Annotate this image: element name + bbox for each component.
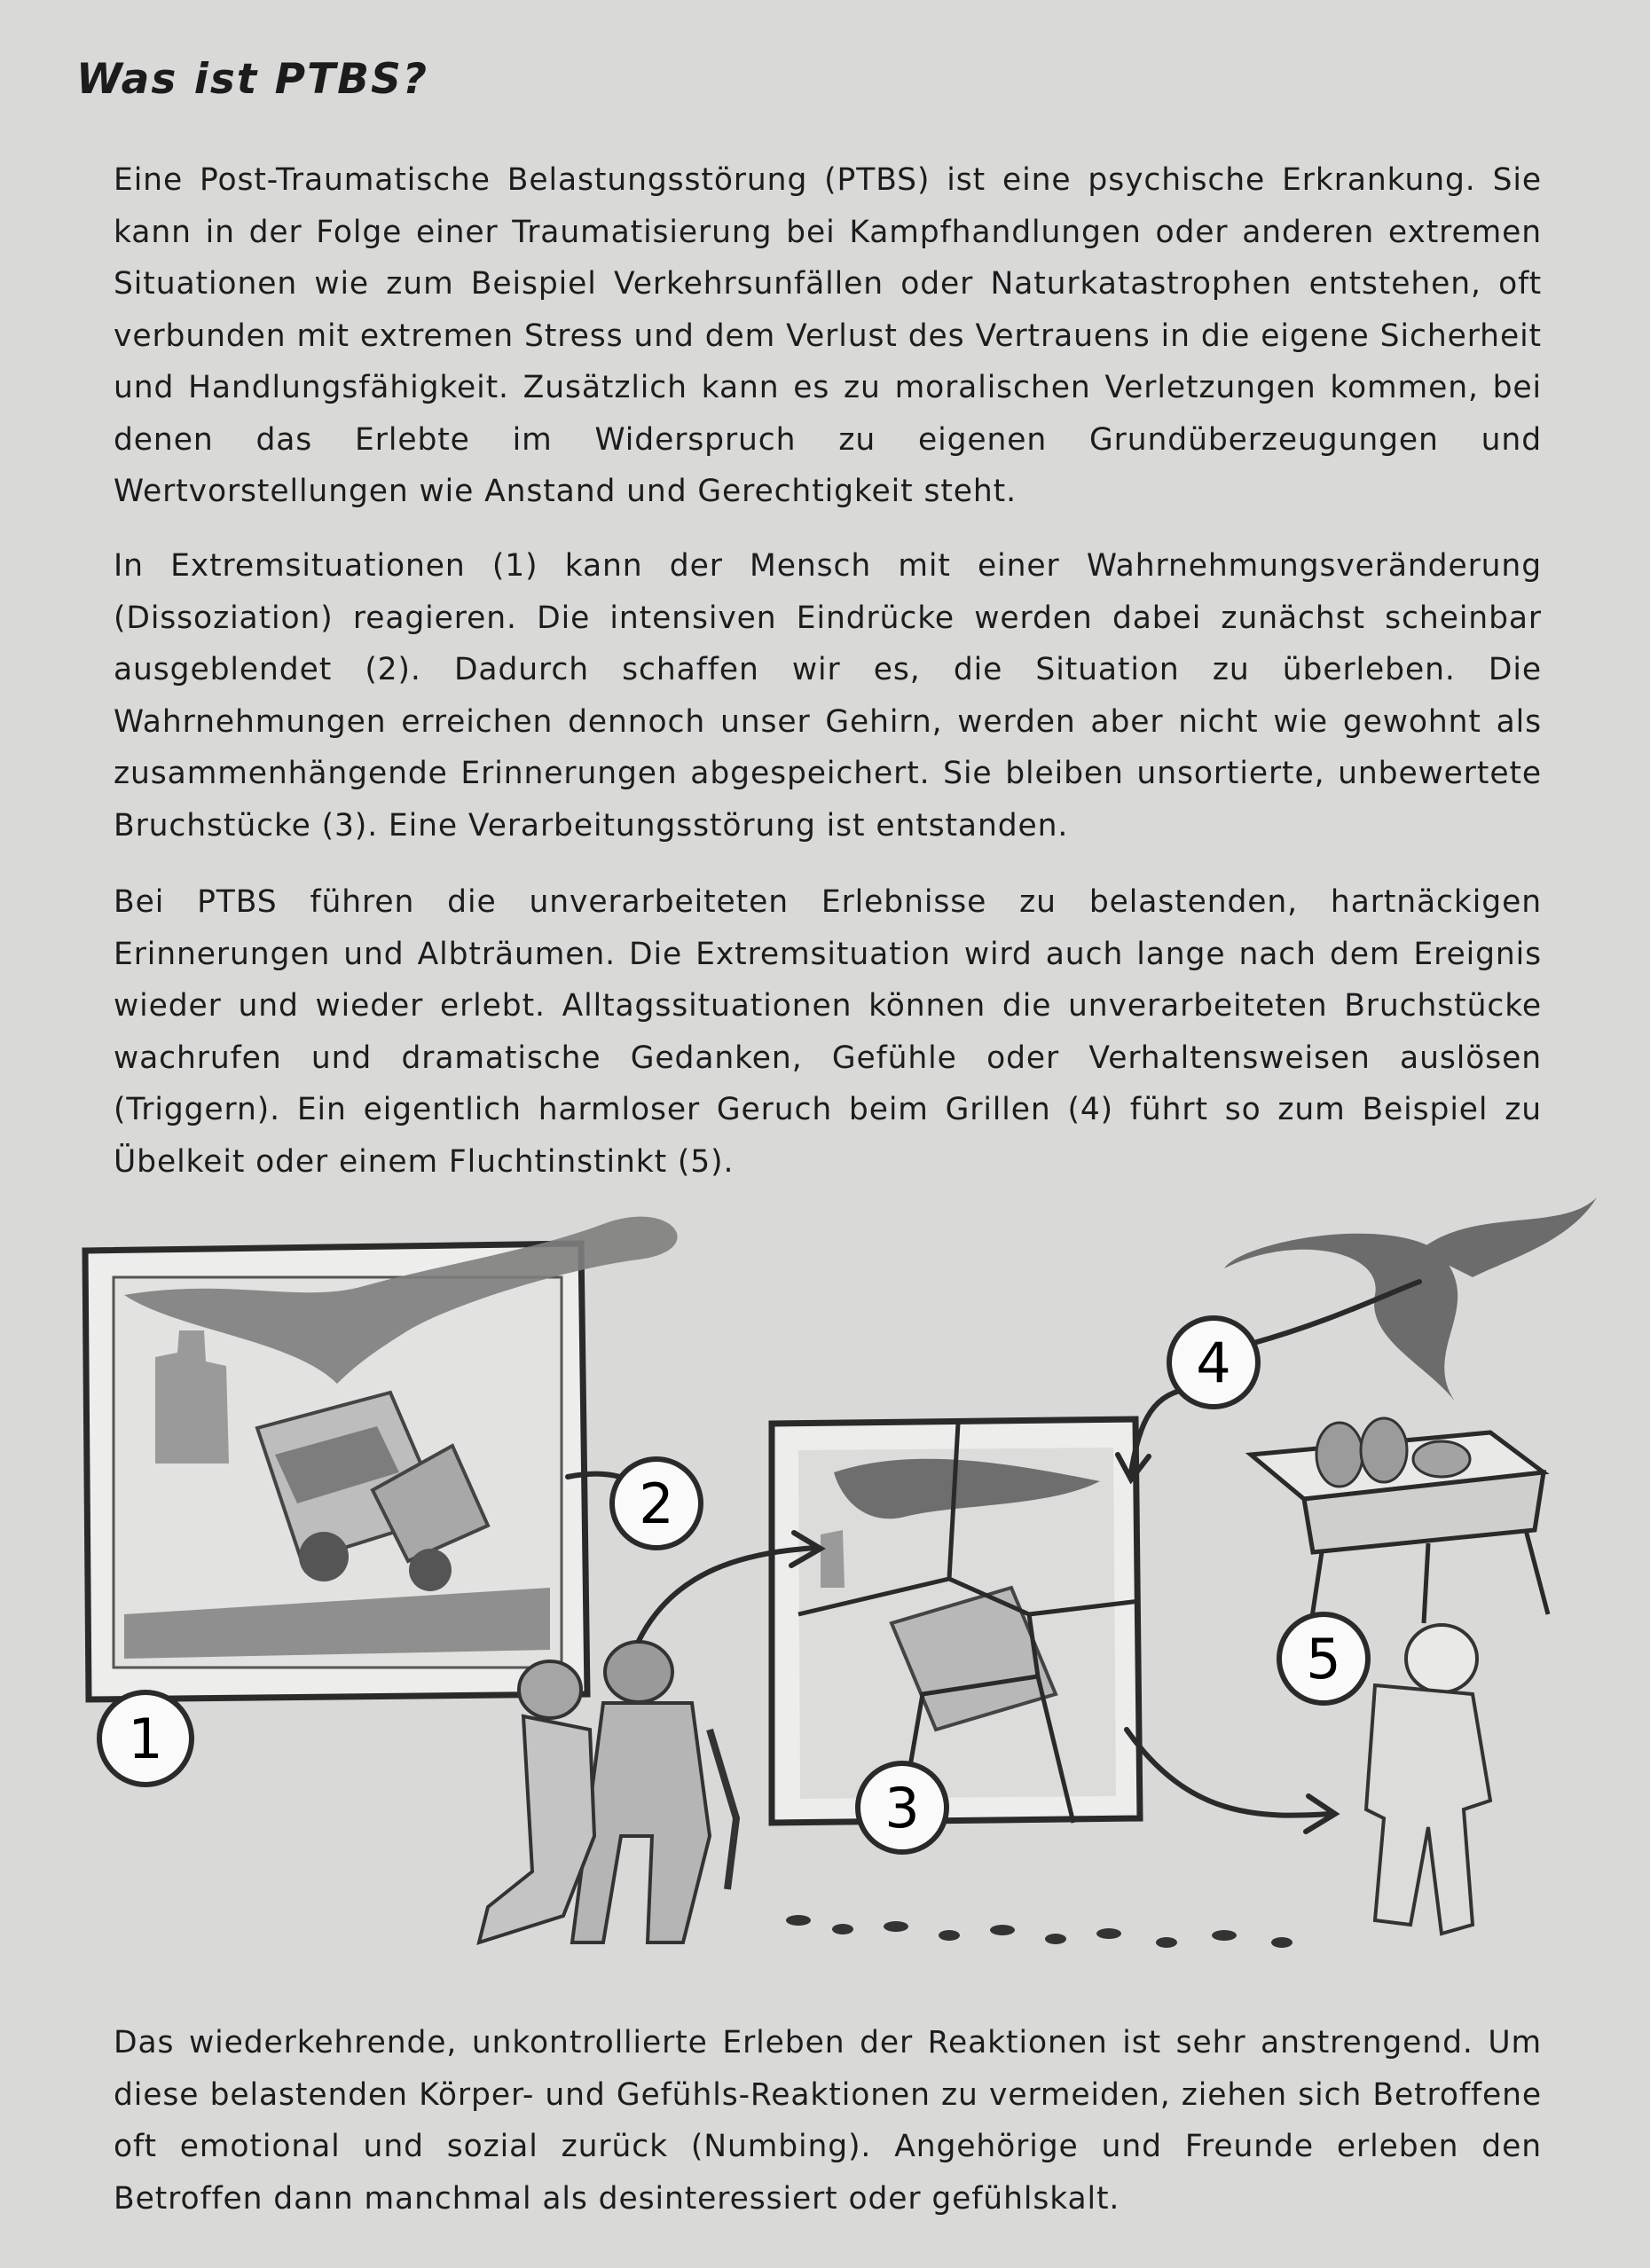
label-5: 5 [1306, 1627, 1341, 1691]
label-badge-3 [858, 1763, 947, 1852]
page-title: Was ist PTBS? [76, 55, 429, 104]
label-badge-4 [1169, 1318, 1258, 1407]
label-3: 3 [884, 1776, 920, 1840]
ptbs-illustration [71, 1197, 1606, 1978]
scene-frame-3-fragmented [772, 1419, 1140, 1823]
paragraph-triggers: Bei PTBS führen die unverarbeiteten Erlebnisse zu belastenden, hartnäckigen Erinnerungen und Albträumen. Die Extremsituation wird auch lange nach dem Ereignis wieder und wieder erlebt. Alltagssituationen können die unverarbeiteten Bruchstücke wachrufen und dramatische Gedanken, Gefühle oder Verhaltensweisen auslösen (Triggern). Ein eigentlich harmloser Geruch beim Grillen (4) führt so zum Beispiel zu Übelkeit oder einem Fluchtinstinkt (5). [114, 884, 1542, 1180]
label-badge-1 [99, 1692, 192, 1785]
person-drawing [1366, 1625, 1490, 1934]
label-4: 4 [1196, 1330, 1231, 1395]
footprints [786, 1915, 1292, 1948]
paragraph-definition: Eine Post-Traumatische Belastungsstörung (PTBS) ist eine psychische Erkrankung. Sie kann in der Folge einer Traumatisierung bei Kampfhandlungen oder anderen extremen Situationen wie zum Beispiel Verkehrsunfällen oder Naturkatastrophen entstehen, oft verbunden mit extremen Stress und dem Verlust des Vertrauens in die eigene Sicherheit und Handlungsfähigkeit. Zusätzlich kann es zu moralischen Verletzungen kommen, bei denen das Erlebte im Widerspruch zu eigenen Grundüberzeugungen und Wertvorstellungen wie Anstand und Gerechtigkeit steht. [114, 162, 1542, 509]
paragraph-numbing: Das wiederkehrende, unkontrollierte Erleben der Reaktionen ist sehr anstrengend. Um diese belastenden Körper- und Gefühls-Reaktionen zu vermeiden, ziehen sich Betroffene oft emotional und sozial zurück (Numbing). Angehörige und Freunde erleben den Betroffen dann manchmal als desinteressiert oder gefühlskalt. [114, 2025, 1542, 2217]
label-1: 1 [128, 1707, 163, 1771]
soldiers-drawing [479, 1642, 736, 1942]
label-2: 2 [639, 1471, 674, 1536]
grill-drawing [1224, 1197, 1597, 1641]
label-badge-5 [1279, 1614, 1368, 1703]
scene-frame-1 [85, 1217, 678, 1699]
label-badge-2 [612, 1459, 701, 1548]
paragraph-dissociation: In Extremsituationen (1) kann der Mensch mit einer Wahrnehmungsveränderung (Dissoziation) reagieren. Die intensiven Eindrücke werden dabei zunächst scheinbar ausgeblendet (2). Dadurch schaffen wir es, die Situation zu überleben. Die Wahrnehmungen erreichen dennoch unser Gehirn, werden aber nicht wie gewohnt als zusammenhängende Erinnerungen abgespeichert. Sie bleiben unsortierte, unbewertete Bruchstücke (3). Eine Verarbeitungsstörung ist entstanden. [114, 548, 1542, 844]
